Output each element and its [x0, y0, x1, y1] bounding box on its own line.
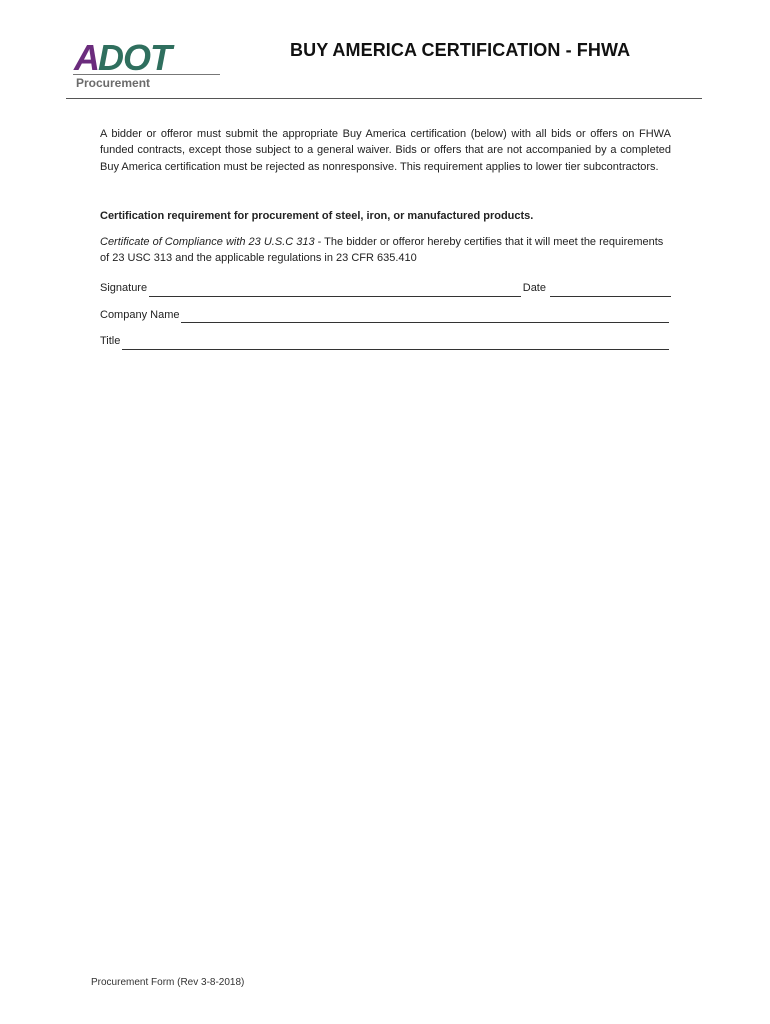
- logo-divider: [73, 74, 220, 75]
- certificate-text: - The bidder or offeror hereby certifies that it will meet the requirements of 23 USC 313 and the applicable regulations in 23 CFR 635.410: [100, 235, 664, 265]
- form-footer: Procurement Form (Rev 3-8-2018): [91, 977, 245, 988]
- signature-label: Signature: [100, 282, 148, 295]
- company-name-field[interactable]: [181, 310, 669, 323]
- company-name-label: Company Name: [100, 308, 180, 321]
- date-field[interactable]: [550, 284, 671, 297]
- header-divider: [66, 98, 702, 99]
- title-row: [100, 333, 671, 349]
- document-body: [100, 126, 671, 350]
- intro-paragraph: A bidder or offeror must submit the appropriate Buy America certification (below) with all bids or offers on FHWA funded contracts, except those subject to a general waiver. Bids or offers that are not accompanied by a completed Buy America certification must be rejected as nonresponsive. This requirement applies to lower tier subcontractors.: [100, 128, 671, 173]
- logo-subtitle: Procurement: [76, 76, 151, 90]
- company-row: [100, 307, 671, 323]
- certificate-title: Certificate of Compliance with 23 U.S.C 313: [100, 235, 315, 248]
- title-field[interactable]: [122, 337, 669, 350]
- title-label: Title: [100, 335, 121, 348]
- signature-field[interactable]: [149, 284, 521, 297]
- svg-text:A: A: [74, 40, 99, 74]
- document-title: BUY AMERICA CERTIFICATION - FHWA: [290, 40, 631, 60]
- svg-text:DOT: DOT: [98, 40, 171, 74]
- certificate-statement: [100, 234, 671, 267]
- date-label: Date: [522, 282, 546, 295]
- requirement-heading: Certification requirement for procurement of steel, iron, or manufactured products.: [100, 210, 534, 223]
- signature-row: [100, 280, 671, 296]
